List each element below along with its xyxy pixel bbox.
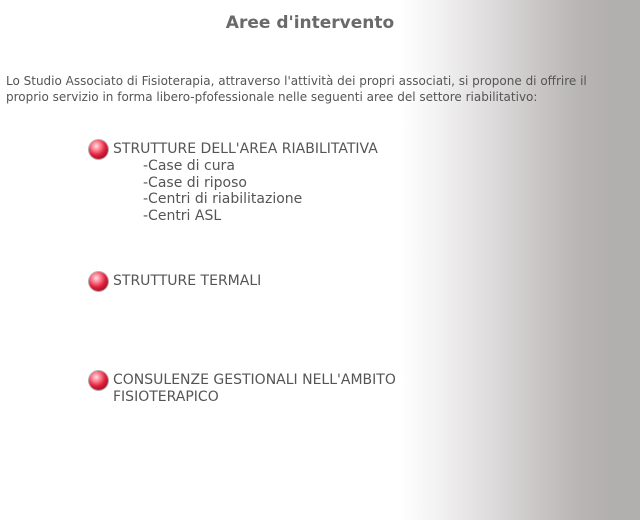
red-sphere-bullet-icon — [89, 140, 108, 159]
intro-paragraph: Lo Studio Associato di Fisioterapia, attraverso l'attività dei propri associati, si propone di offrire il proprio servizio in forma libero-pfofessionale nelle seguenti aree del settore riabilitativo: — [6, 74, 587, 104]
page-title: Aree d'intervento — [225, 13, 395, 33]
list-item-centri-riabilitazione: -Centri di riabilitazione — [143, 191, 303, 207]
area-label-consulenze-line1: CONSULENZE GESTIONALI NELL'AMBITO — [113, 372, 396, 388]
list-item-case-di-riposo: -Case di riposo — [143, 174, 247, 191]
area-label-termali: STRUTTURE TERMALI — [113, 273, 262, 289]
list-item-case-di-cura: -Case di cura — [143, 158, 235, 174]
red-sphere-bullet-icon — [89, 272, 108, 291]
riabilitativa-sub-list — [143, 158, 302, 224]
area-label-consulenze-line2: FISIOTERAPICO — [113, 389, 219, 405]
red-sphere-bullet-icon — [89, 371, 108, 390]
area-label-riabilitativa: STRUTTURE DELL'AREA RIABILITATIVA — [113, 141, 378, 157]
list-item-centri-asl: -Centri ASL — [143, 207, 222, 224]
